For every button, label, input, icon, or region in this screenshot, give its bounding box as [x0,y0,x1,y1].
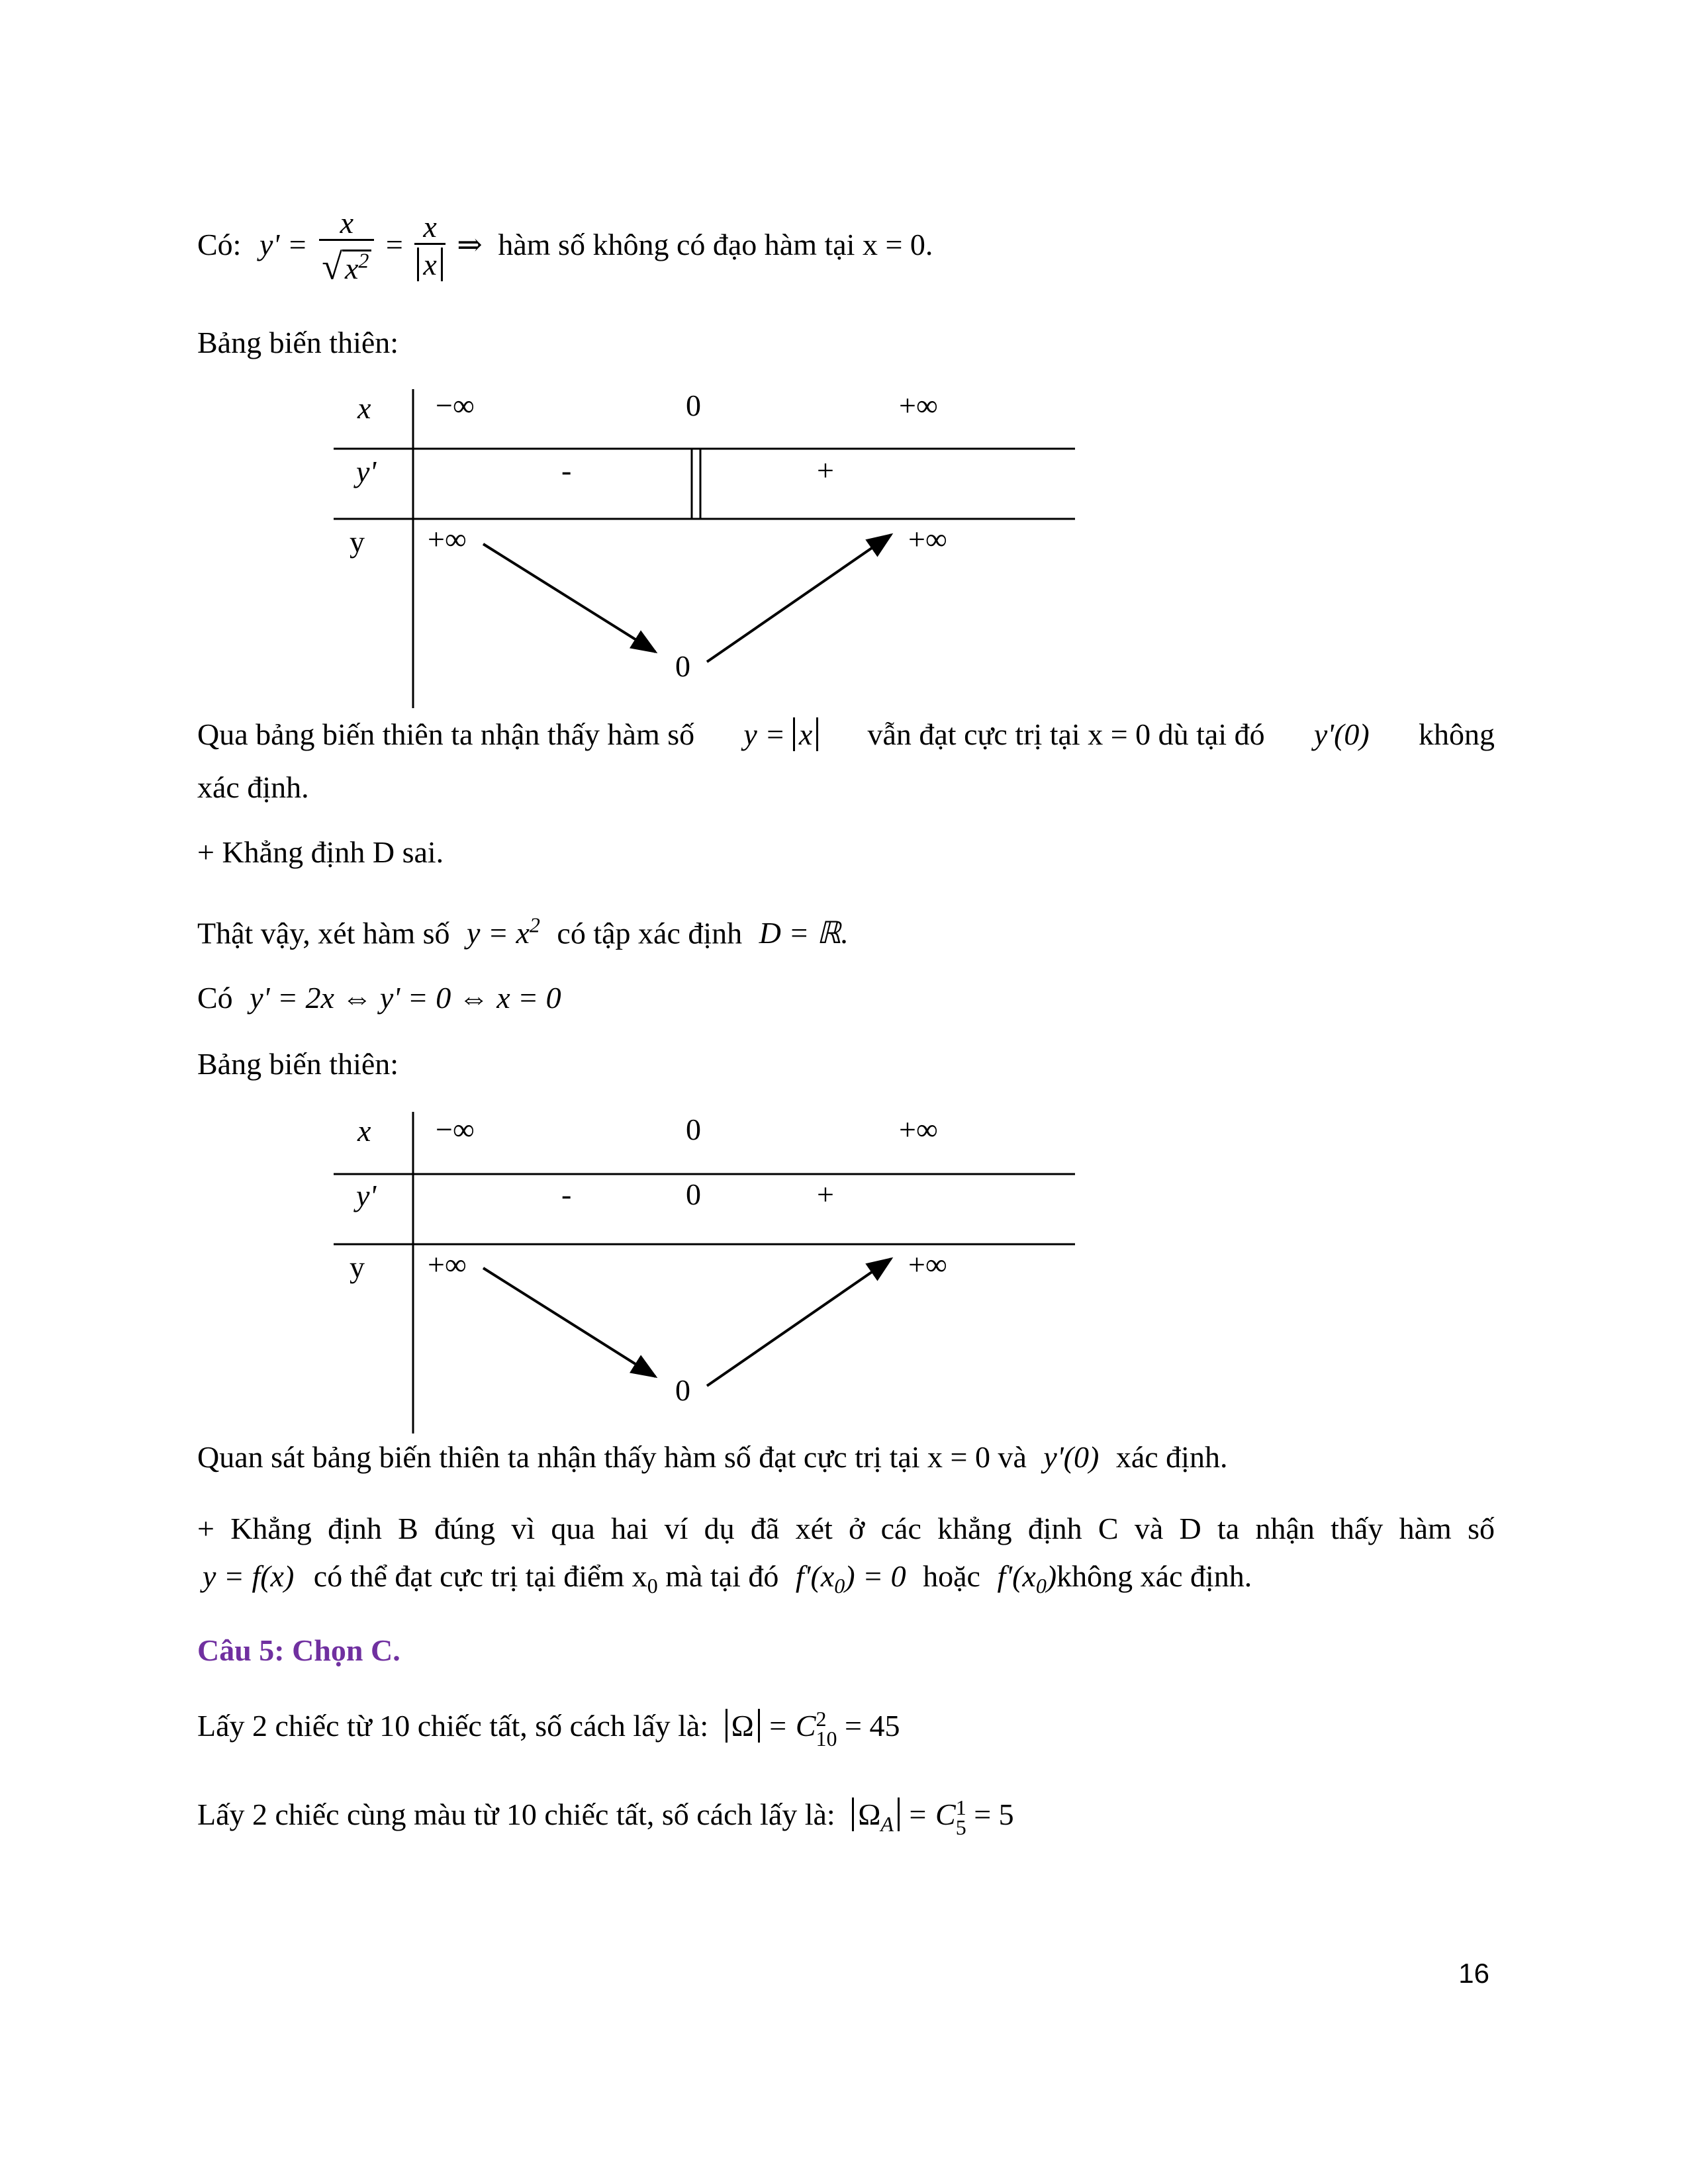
math-y-prime: y' = [259,228,308,261]
table1-label: Bảng biến thiên: [197,326,399,359]
conclusion1-text-b: vẫn đạt cực trị tại x = 0 dù tại đó [867,717,1265,751]
math-sup: 1 [955,1796,966,1820]
fraction-numerator: x [340,205,354,240]
table1-x-pos-inf: +∞ [899,388,938,422]
table2-arrow-up [707,1259,891,1386]
table1-row-label-y-prime: y' [356,455,377,488]
table1-row-label-y: y [350,525,365,559]
math-domain: D = ℝ. [759,916,849,950]
table2-y-min: 0 [675,1373,690,1407]
table1-row-label-x: x [357,391,371,425]
table1-y-right: +∞ [908,522,947,556]
math-eq-c: = C [767,1709,816,1743]
sqrt-base: x [345,251,359,286]
math-y-eq: y = [743,717,786,751]
table1-x-neg-inf: −∞ [436,388,475,422]
table2-row-label-x: x [357,1114,371,1148]
claim-d: + Khẳng định D sai. [197,835,444,869]
table2-sign-zero: 0 [686,1177,701,1211]
math-sub: 10 [816,1727,837,1751]
math-abs-omega: Ω [726,1709,760,1743]
cau5-heading: Câu 5: Chọn C. [197,1633,400,1667]
implies-symbol: ⇒ [457,228,483,261]
math-y-fx: y = f(x) [203,1559,295,1593]
sqrt-symbol: √ [322,246,342,288]
example-text-a: Thật vậy, xét hàm số [197,916,450,950]
table1-arrow-down [483,544,655,652]
claim-b-text-b: mà tại đó [665,1559,779,1593]
math-sub: 5 [955,1815,966,1840]
conclusion1-line2: xác định. [197,770,309,804]
math-exponent: 2 [529,913,540,937]
math-cond-part: f'(x [795,1559,835,1593]
derivative-text: hàm số không có đạo hàm tại x = 0. [498,228,933,261]
table2-row-label-y: y [350,1250,365,1284]
table2-x-neg-inf: −∞ [436,1113,475,1146]
conclusion2-text-b: xác định. [1115,1440,1228,1474]
math-y-prime-0: y'(0) [1313,717,1370,751]
table2-sign-minus: - [561,1177,572,1211]
conclusion1-text-c: không [1418,717,1495,751]
math-eq-c: = C [907,1797,956,1831]
table2-label: Bảng biến thiên: [197,1047,399,1081]
table2-y-left: +∞ [428,1248,467,1281]
table1-y-min: 0 [675,649,690,683]
math-cond-part: f'(x [997,1559,1036,1593]
table1-y-left: +∞ [428,522,467,556]
omega-text: Lấy 2 chiếc từ 10 chiếc tất, số cách lấy là: [197,1709,709,1743]
example-text-b: có tập xác định [557,916,743,950]
table1-x-zero: 0 [686,388,701,422]
claim-b-text-c: không xác định. [1056,1559,1252,1593]
abs-x: x [417,248,442,281]
table2-y-right: +∞ [908,1248,947,1281]
omega-a-text: Lấy 2 chiếc cùng màu từ 10 chiếc tất, số cách lấy là: [197,1797,835,1831]
fraction-numerator: x [423,209,437,244]
math-cond-part: ) [1046,1559,1057,1593]
table1-sign-minus: - [561,453,572,487]
subscript-zero: 0 [647,1574,658,1598]
abs-x: x [793,717,818,751]
conclusion1-text-a: Qua bảng biến thiên ta nhận thấy hàm số [197,717,695,751]
variation-table-1 [334,388,1075,708]
lead-text: Có: [197,228,242,261]
variation-table-2 [334,1112,1075,1433]
table1-sign-plus: + [817,453,834,487]
table2-arrow-down [483,1268,655,1377]
math-func: y = x [467,916,530,950]
page-number: 16 [1458,1958,1489,1989]
claim-b-text-a: có thể đạt cực trị tại điểm x [313,1559,647,1593]
math-y-prime-0: y'(0) [1043,1440,1100,1474]
math-result: = 45 [845,1709,900,1743]
math-sup: 2 [816,1707,827,1731]
equals-sign: = [385,228,403,261]
table2-row-label-y-prime: y' [356,1179,377,1212]
table1-arrow-up [707,535,891,662]
lead-text: Có [197,981,233,1015]
math-sub-a: A [880,1812,894,1837]
math-result: = 5 [974,1797,1014,1831]
math-omega: Ω [858,1797,881,1831]
subscript-zero: 0 [1035,1574,1047,1598]
sqrt-exponent: 2 [358,248,369,273]
table2-x-pos-inf: +∞ [899,1113,938,1146]
table2-x-zero: 0 [686,1113,701,1146]
claim-b-line1: + Khẳng định B đúng vì qua hai ví dụ đã xét ở các khẳng định C và D ta nhận thấy hàm số [197,1512,1495,1545]
subscript-zero: 0 [834,1574,845,1598]
or-text: hoặc [923,1559,980,1593]
conclusion2-text-a: Quan sát bảng biến thiên ta nhận thấy hàm số đạt cực trị tại x = 0 và [197,1440,1027,1474]
math-derivative-expr: y' = 2x ⇔ y' = 0 ⇔ x = 0 [250,981,561,1015]
table2-sign-plus: + [817,1177,834,1211]
math-cond-part: ) = 0 [845,1559,906,1593]
